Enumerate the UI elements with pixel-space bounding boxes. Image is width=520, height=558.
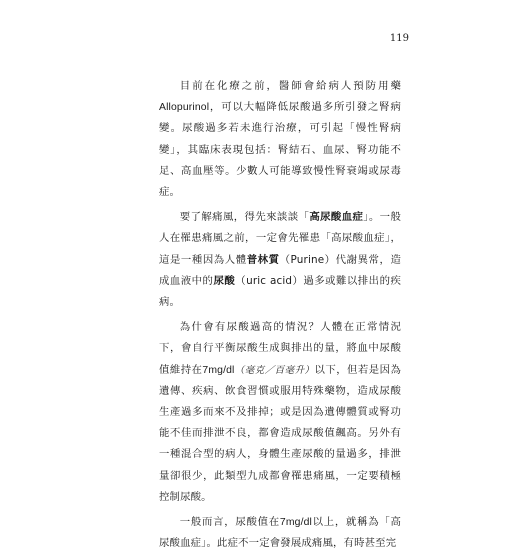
bold-term: 高尿酸血症 bbox=[309, 211, 364, 224]
paragraph-1 bbox=[159, 76, 401, 203]
text-segment: （uric acid）過多或難以排出的疾病。 bbox=[159, 274, 401, 309]
text-segment: 目前在化療之前，醫師會給病人預防用藥 bbox=[179, 80, 401, 92]
drug-name: Allopurinol bbox=[159, 102, 210, 114]
text-segment: （Purine）代謝異常，造成血液中的 bbox=[159, 253, 401, 287]
text-segment: ，可以大幅降低尿酸過多所引發之腎病變。尿酸過多若未進行治療，可引起「慢性腎病變」，其臨床表現包括：腎結石、血尿、腎功能不足、高血壓等。少數人可能導致慢性腎衰竭或尿毒症。 bbox=[159, 101, 401, 199]
bold-term: 尿酸 bbox=[213, 274, 236, 287]
text-segment: 以下，但若是因為遺傳、疾病、飲食習慣或服用特殊藥物，造成尿酸生產過多而來不及排掉；或是因為遺傳體質或腎功能不佳而排泄不良，都會造成尿酸值飆高。另外有一種混合型的病人，身體生產尿酸的量過多，排泄量卻很少，此類型九成都會罹患痛風，一定要積極控制尿酸。 bbox=[159, 363, 401, 503]
body-text bbox=[159, 76, 401, 558]
unit-value: 7mg/dl bbox=[202, 364, 235, 376]
text-segment: 」。一般人在罹患痛風之前，一定會先罹患「高尿酸血症」，這是一種因為人體 bbox=[159, 211, 401, 266]
text-segment: 一般而言，尿酸值在 bbox=[179, 516, 280, 529]
paragraph-3 bbox=[159, 317, 401, 508]
text-segment: 要了解痛風，得先來談談「 bbox=[179, 211, 310, 224]
unit-note: （毫克／百毫升） bbox=[234, 364, 315, 376]
text-segment: 為什會有尿酸過高的情況？人體在正常情況下，會自行平衡尿酸生成與排出的量，將血中尿酸值維持在 bbox=[159, 321, 401, 376]
page-number: 119 bbox=[389, 33, 409, 44]
paragraph-2 bbox=[159, 207, 401, 313]
bold-term: 普林質 bbox=[246, 253, 280, 266]
unit-value: 7mg/dl bbox=[279, 517, 312, 529]
paragraph-4 bbox=[159, 512, 401, 554]
text-segment: 以上，就稱為「高尿酸血症」。此症不一定會發展成痛風，有時甚至完 bbox=[159, 516, 401, 550]
